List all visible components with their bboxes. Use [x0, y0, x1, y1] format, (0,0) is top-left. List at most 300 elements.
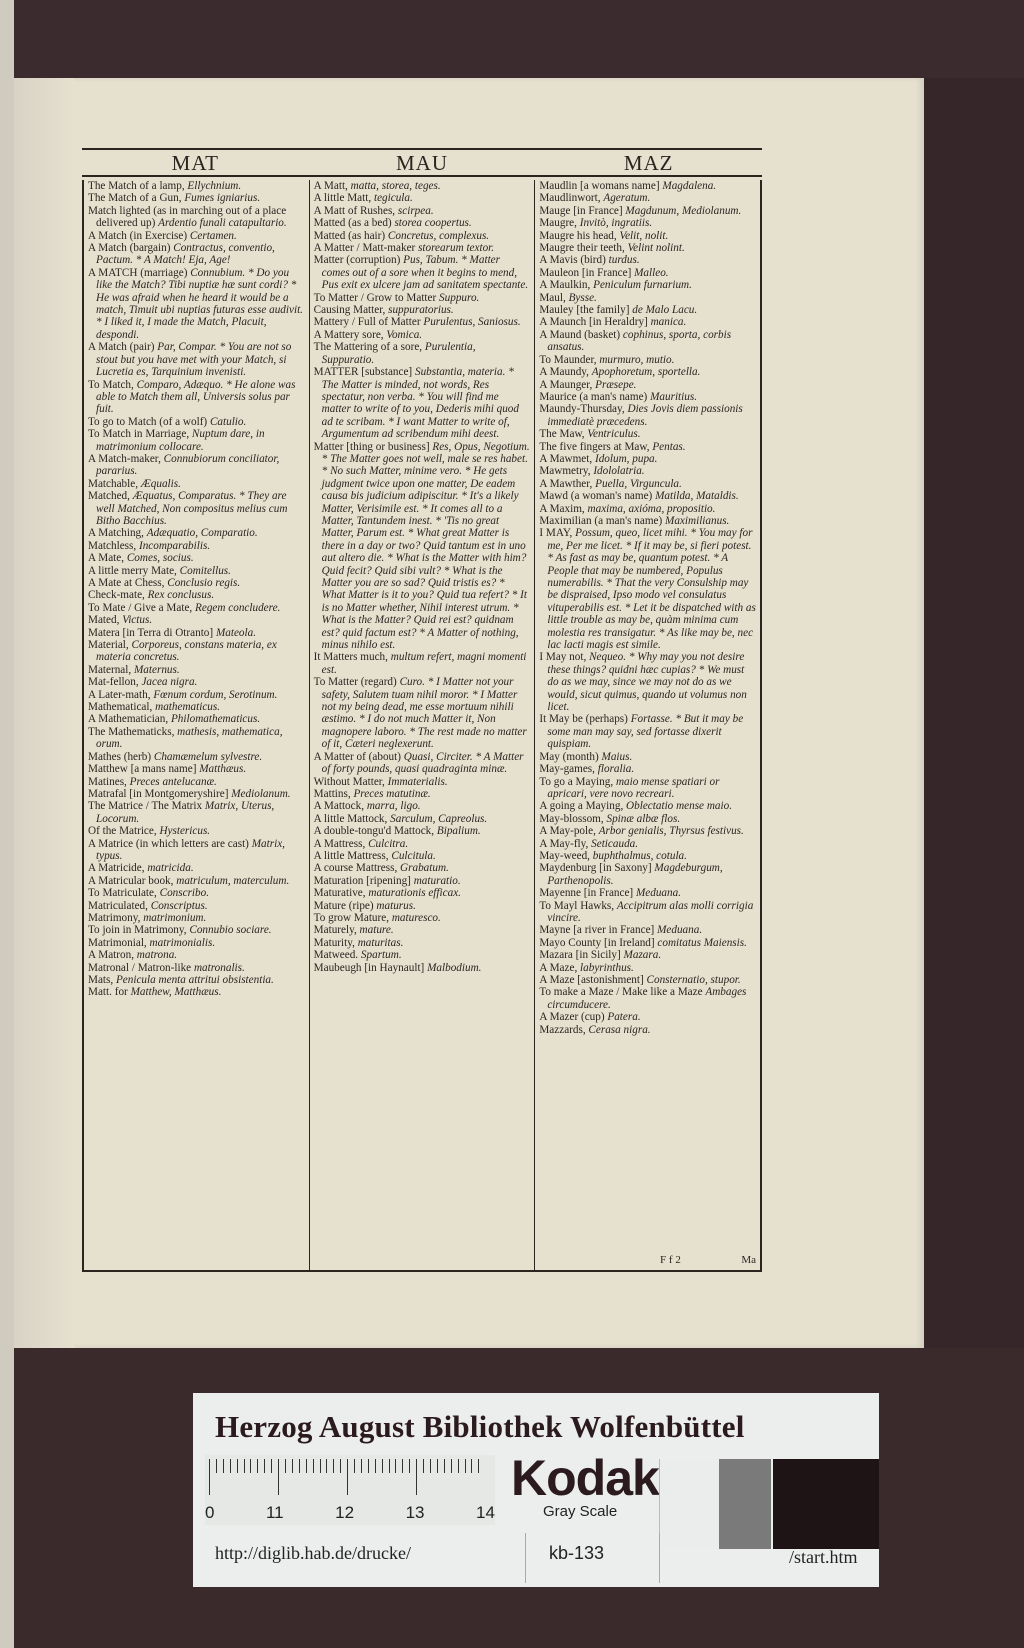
dictionary-entry — [539, 316, 756, 328]
entry-headword: A Maundy, — [539, 366, 592, 379]
entry-latin-gloss: Invitò, ingratiis. — [579, 217, 653, 230]
entry-headword: To Mate / Give a Mate, — [88, 601, 196, 614]
entry-headword: Mathematical, — [88, 701, 156, 714]
entry-headword: Maul, — [539, 291, 569, 304]
ruler-label: 11 — [265, 1503, 284, 1522]
entry-latin-gloss: Bysse. — [568, 291, 597, 304]
entry-latin-gloss: Concretus, complexus. — [387, 229, 490, 242]
entry-latin-gloss: Matilda, Mataldis. — [655, 490, 739, 503]
entry-headword: I May not, — [539, 651, 590, 664]
dictionary-entry — [88, 242, 305, 267]
ruler-tick — [361, 1459, 368, 1473]
entry-latin-gloss: Vomica. — [386, 328, 423, 341]
entry-latin-gloss: Nequeo. * Why may you not desire these things? quidni hæc cupias? * We must do as we may, since we may not do as we would, sicut quimus, quando ut volumus non licet. — [547, 651, 747, 714]
entry-latin-gloss: Pentas. — [652, 440, 686, 453]
entry-latin-gloss: Oblectatio mense maio. — [626, 800, 732, 813]
entry-latin-gloss: de Malo Lacu. — [632, 304, 698, 317]
entry-latin-gloss: Incomparabilis. — [138, 539, 211, 552]
dictionary-entry — [88, 416, 305, 428]
entry-latin-gloss: Connubio sociare. — [189, 924, 272, 937]
entry-latin-gloss: marra, ligo. — [366, 800, 421, 813]
entry-latin-gloss: floralia. — [597, 763, 635, 776]
entry-headword: The Match of a Gun, — [88, 192, 185, 205]
ruler-tick — [313, 1459, 320, 1473]
entry-latin-gloss: Grabatum. — [400, 862, 449, 875]
entry-latin-gloss: Matthæus. — [199, 763, 247, 776]
entry-headword: To join in Matrimony, — [88, 924, 190, 937]
entry-headword: A Mate, — [88, 552, 127, 565]
entry-latin-gloss: Præsepe. — [595, 378, 637, 391]
entry-headword: Mattery / Full of Matter — [313, 316, 424, 329]
entry-headword: Maturely, — [313, 924, 360, 937]
entry-headword: Matthew [a mans name] — [88, 763, 200, 776]
entry-latin-gloss: Accipitrum alas molli corrigia vincire. — [547, 899, 754, 924]
entry-headword: Matweed. — [313, 949, 361, 962]
entry-headword: To Matter / Grow to Matter — [313, 291, 440, 304]
ruler-tick — [354, 1459, 361, 1473]
entry-latin-gloss: Culcitra. — [368, 837, 409, 850]
color-target-card — [193, 1393, 879, 1587]
entry-latin-gloss: matronalis. — [193, 961, 245, 974]
entry-latin-gloss: Ardentio funali catapultario. — [158, 217, 287, 230]
entry-headword: Maturative, — [313, 887, 369, 900]
dictionary-entry — [88, 788, 305, 800]
dictionary-entry — [539, 217, 756, 229]
ruler-tick — [292, 1459, 299, 1473]
ruler-labels — [205, 1503, 495, 1523]
bottom-rule — [82, 1270, 762, 1272]
dictionary-entry — [539, 515, 756, 527]
card-divider — [659, 1533, 660, 1583]
card-divider — [525, 1533, 526, 1583]
entry-headword: Maternal, — [88, 663, 134, 676]
entry-headword: A Mawmet, — [539, 452, 595, 465]
entry-latin-gloss: Mauritius. — [650, 390, 698, 403]
ruler-tick — [451, 1459, 458, 1473]
entry-latin-gloss: Rex conclusus. — [147, 589, 215, 602]
dictionary-entry — [539, 924, 756, 936]
entry-latin-gloss: buphthalmus, cotula. — [592, 849, 687, 862]
dictionary-entry — [88, 180, 305, 192]
ruler-tick — [299, 1459, 306, 1473]
dictionary-entry — [88, 490, 305, 527]
entry-latin-gloss: comitatus Maiensis. — [657, 936, 747, 949]
ruler-tick — [333, 1459, 340, 1473]
entry-headword: Mayne [a river in France] — [539, 924, 658, 937]
dictionary-entry — [539, 800, 756, 812]
entry-headword: A Mavis (bird) — [539, 254, 609, 267]
entry-headword: Maudlin [a womans name] — [539, 180, 663, 192]
dictionary-entry — [88, 453, 305, 478]
entry-headword: The Matrice / The Matrix — [88, 800, 205, 813]
entry-latin-gloss: Æquatus, Comparatus. * They are well Matched, Non compositus melius cum Bitho Bacchius. — [96, 490, 288, 527]
entry-latin-gloss: Magdeburgum, Parthenopolis. — [547, 862, 723, 887]
entry-latin-gloss: Maximilianus. — [665, 514, 730, 527]
entry-headword: Maubeugh [in Haynault] — [313, 961, 428, 974]
entry-headword: A Maxim, — [539, 502, 588, 515]
dictionary-entry — [314, 751, 531, 776]
entry-headword: A Matt, — [313, 180, 351, 192]
dictionary-entry — [88, 192, 305, 204]
dictionary-entry — [539, 254, 756, 266]
entry-headword: Mawmetry, — [539, 465, 594, 478]
dictionary-entry — [539, 379, 756, 391]
ruler-tick — [340, 1459, 347, 1473]
dictionary-entry — [88, 974, 305, 986]
dictionary-entry — [88, 205, 305, 230]
dictionary-entry — [88, 862, 305, 874]
dictionary-entry — [88, 627, 305, 639]
dictionary-entry — [88, 540, 305, 552]
ruler-tick — [271, 1459, 278, 1473]
dictionary-entry — [539, 962, 756, 974]
entry-headword: A Matricide, — [88, 862, 148, 875]
dictionary-entry — [314, 292, 531, 304]
entry-headword: Matted (as hair) — [313, 229, 388, 242]
dictionary-entry — [314, 825, 531, 837]
entry-latin-gloss: Sarculum, Capreolus. — [390, 812, 488, 825]
entry-headword: A Later-math, — [88, 688, 154, 701]
dictionary-entry — [314, 180, 531, 192]
dictionary-entry — [539, 478, 756, 490]
dictionary-entry — [314, 900, 531, 912]
entry-latin-gloss: Fœnum cordum, Serotinum. — [153, 688, 278, 701]
column-mat — [82, 180, 309, 1270]
entry-headword: Matchless, — [88, 539, 139, 552]
dictionary-entry — [88, 825, 305, 837]
entry-headword: Matrimony, — [88, 911, 144, 924]
entry-headword: To Mayl Hawks, — [539, 899, 617, 912]
entry-headword: Maugre his head, — [539, 229, 620, 242]
dictionary-entry — [314, 329, 531, 341]
entry-headword: A Match-maker, — [88, 452, 164, 465]
dictionary-entry — [314, 341, 531, 366]
entry-headword: A little merry Mate, — [88, 564, 180, 577]
entry-latin-gloss: suppuratorius. — [388, 304, 454, 317]
entry-headword: The Match of a lamp, — [88, 180, 188, 192]
entry-headword: To Matter (regard) — [313, 676, 400, 689]
dictionary-entry — [539, 403, 756, 428]
dictionary-entry — [539, 230, 756, 242]
entry-latin-gloss: Peniculum furnarium. — [593, 279, 692, 292]
entry-latin-gloss: Seticauda. — [591, 837, 639, 850]
entry-headword: Material, — [88, 639, 132, 652]
dictionary-entry — [314, 875, 531, 887]
ruler-tick — [409, 1459, 416, 1473]
entry-headword: A May-pole, — [539, 825, 599, 838]
digital-library-url: http://diglib.hab.de/drucke/ — [215, 1543, 411, 1563]
entry-latin-gloss: Maternus. — [133, 663, 180, 676]
entry-headword: A double-tongu'd Mattock, — [313, 825, 437, 838]
entry-latin-gloss: Spinæ albæ flos. — [606, 812, 681, 825]
entry-headword: Matt. for — [88, 986, 131, 999]
entry-latin-gloss: Catulio. — [209, 415, 247, 428]
adjacent-page-edge — [0, 0, 14, 1648]
signature-mark: F f 2 — [660, 1254, 681, 1266]
dictionary-entry — [88, 912, 305, 924]
dictionary-entry — [88, 949, 305, 961]
entry-latin-gloss: Mateola. — [215, 626, 257, 639]
entry-latin-gloss: Matthew, Matthæus. — [130, 986, 222, 999]
entry-headword: Matter [thing or business] — [313, 440, 433, 453]
dictionary-entry — [539, 1024, 756, 1036]
dictionary-entry — [88, 713, 305, 725]
dictionary-entry — [314, 676, 531, 750]
ruler-label: 12 — [335, 1503, 355, 1522]
entry-latin-gloss: Fortasse. * But it may be some man may say, sed fortasse dixerit quispiam. — [547, 713, 744, 751]
entry-latin-gloss: storearum textor. — [418, 242, 495, 255]
dictionary-entry — [539, 887, 756, 899]
dictionary-entry — [539, 776, 756, 801]
entry-latin-gloss: Mazara. — [623, 949, 662, 962]
dictionary-entry — [88, 751, 305, 763]
entry-latin-gloss: Comitellus. — [179, 564, 231, 577]
entry-headword: Mathes (herb) — [88, 750, 154, 763]
header-rule — [82, 175, 762, 177]
entry-latin-gloss: Matrix, Uterus, Locorum. — [96, 800, 275, 825]
entry-latin-gloss: Cerasa nigra. — [588, 1023, 651, 1036]
gray-swatch-white — [659, 1459, 720, 1549]
entry-headword: MATTER [substance] — [313, 366, 415, 379]
entry-headword: I MAY, — [539, 527, 576, 540]
dictionary-entry — [539, 366, 756, 378]
entry-latin-gloss: Consternatio, stupor. — [646, 974, 741, 986]
entry-latin-gloss: Apophoretum, sportella. — [591, 366, 701, 379]
dictionary-entry — [88, 230, 305, 242]
page-gutter-shadow — [14, 78, 74, 1348]
entry-headword: A little Mattock, — [313, 812, 391, 825]
entry-headword: A MATCH (marriage) — [88, 266, 191, 279]
entry-headword: Mazara [in Sicily] — [539, 949, 624, 962]
dictionary-entry — [539, 850, 756, 862]
dictionary-entry — [539, 279, 756, 291]
entry-headword: To make a Maze / Make like a Maze — [539, 986, 706, 999]
dictionary-entry — [88, 577, 305, 589]
entry-latin-gloss: matriculum, materculum. — [176, 874, 290, 887]
entry-latin-gloss: Velit, nolit. — [619, 229, 669, 242]
dictionary-entry — [539, 180, 756, 192]
entry-headword: A Matching, — [88, 527, 147, 540]
entry-latin-gloss: Magdunum, Mediolanum. — [625, 204, 742, 217]
dictionary-entry — [88, 800, 305, 825]
entry-headword: A Maze, — [539, 961, 581, 974]
entry-latin-gloss: Maius. — [601, 750, 633, 763]
entry-headword: The Mathematicks, — [88, 725, 178, 738]
entry-latin-gloss: tegicula. — [373, 192, 413, 205]
entry-headword: Matchable, — [88, 477, 141, 490]
entry-latin-gloss: Malbodium. — [427, 961, 482, 974]
entry-latin-gloss: manica. — [650, 316, 687, 329]
dictionary-entry — [539, 763, 756, 775]
entry-latin-gloss: scirpea. — [397, 204, 434, 217]
entry-headword: To Match, — [88, 378, 137, 391]
entry-latin-gloss: Fumes igniarius. — [184, 192, 261, 205]
entry-latin-gloss: Nuptum dare, in matrimonium collocare. — [96, 428, 265, 453]
entry-latin-gloss: Matrix, typus. — [96, 837, 285, 862]
dictionary-entry — [88, 428, 305, 453]
entry-headword: May-games, — [539, 763, 598, 776]
entry-latin-gloss: Malleo. — [634, 266, 669, 279]
entry-headword: Mattins, — [313, 787, 354, 800]
dictionary-entry — [539, 329, 756, 354]
ruler-tick — [209, 1459, 216, 1495]
ruler-tick — [389, 1459, 396, 1473]
ruler-tick — [416, 1459, 423, 1495]
entry-latin-gloss: mature. — [359, 924, 394, 937]
entry-headword: A May-fly, — [539, 837, 592, 850]
entry-headword: A Matter of (about) — [313, 750, 404, 763]
page-signature — [660, 1254, 756, 1266]
dictionary-entry — [314, 366, 531, 440]
entry-headword: A Matrice (in which letters are cast) — [88, 837, 252, 850]
entry-headword: A going a Maying, — [539, 800, 627, 813]
dictionary-entry — [314, 850, 531, 862]
entry-headword: A Mawther, — [539, 477, 596, 490]
entry-latin-gloss: Conclusio regis. — [167, 577, 241, 589]
entry-headword: Mayo County [in Ireland] — [539, 936, 658, 949]
dictionary-entry — [88, 527, 305, 539]
dictionary-entry — [539, 391, 756, 403]
dictionary-page-frame — [82, 148, 762, 1283]
dictionary-entry — [539, 242, 756, 254]
entry-latin-gloss: mathematicus. — [155, 701, 221, 714]
entry-latin-gloss: Victus. — [122, 614, 153, 627]
dictionary-entry — [314, 813, 531, 825]
scan-background-right — [924, 78, 1024, 1348]
dictionary-entry — [88, 379, 305, 416]
ruler-tick — [237, 1459, 244, 1473]
dictionary-entry — [314, 937, 531, 949]
entry-latin-gloss: Preces antelucanæ. — [129, 775, 217, 788]
dictionary-entry — [88, 726, 305, 751]
dictionary-entry — [539, 503, 756, 515]
entry-headword: Mats, — [88, 974, 116, 986]
dictionary-entry — [539, 986, 756, 1011]
entry-headword: A Maulkin, — [539, 279, 594, 292]
entry-latin-gloss: Purulentus, Saniosus. — [423, 316, 521, 329]
ruler-tick — [458, 1459, 465, 1473]
ruler-tick — [375, 1459, 382, 1473]
scan-background-top — [0, 0, 1024, 80]
entry-headword: Causing Matter, — [313, 304, 389, 317]
entry-headword: A little Mattress, — [313, 849, 392, 862]
entry-headword: Maugre their teeth, — [539, 242, 628, 255]
entry-headword: Maturity, — [313, 936, 358, 949]
dictionary-entry — [314, 205, 531, 217]
entry-headword: Mauleon [in France] — [539, 266, 635, 279]
entry-latin-gloss: maturatio. — [413, 874, 461, 887]
ruler-tick — [285, 1459, 292, 1473]
dictionary-entry — [88, 267, 305, 341]
entry-headword: To Maunder, — [539, 353, 600, 366]
running-head-right: MAZ — [623, 151, 674, 175]
entry-headword: A Mathematician, — [88, 713, 171, 726]
entry-latin-gloss: Res, Opus, Negotium. * The Matter goes not well, male se res habet. * No such Matter, minime vero. * He gets judgment twice upon one matter, De eadem causa bis judicium adipiscitur. * It's a likely Matter, Verisimile est. * It comes all to a Matter, Tantundem inest. * 'Tis no great Matter, Parum est. * What great Matter is there in a day or two? Quid tantum est in uno aut altero die. * What is the Matter with him? Quid fecit? Quid sibi vult? * What is the Matter you are so sad? Quid tristis es? * What Matter is it to you? Quid tua refert? * It is no Matter whether, Nihil interest utrum. * What is the Matter? Quid rei est? quidnam est? quid factum est? * A Matter of nothing, minus nihilo est. — [321, 440, 530, 652]
entry-latin-gloss: maio mense spatiari or apricari, vere novo recreari. — [547, 775, 720, 800]
entry-headword: It Matters much, — [313, 651, 391, 664]
dictionary-entry — [539, 862, 756, 887]
ruler-tick — [444, 1459, 451, 1473]
entry-headword: To Matriculate, — [88, 887, 160, 900]
entry-headword: Maurice (a man's name) — [539, 390, 651, 403]
entry-headword: Without Matter, — [313, 775, 388, 788]
measurement-ruler — [205, 1455, 495, 1525]
dictionary-entry — [314, 912, 531, 924]
running-heads — [82, 151, 762, 175]
entry-latin-gloss: Meduana. — [657, 924, 703, 937]
dictionary-entry — [88, 589, 305, 601]
entry-headword: A Mazer (cup) — [539, 1011, 608, 1024]
top-rule — [82, 148, 762, 150]
entry-latin-gloss: turdus. — [608, 254, 640, 267]
entry-headword: Matrafal [in Montgomeryshire] — [88, 787, 232, 800]
ruler-ticks — [209, 1459, 485, 1499]
entry-latin-gloss: Adæquatio, Comparatio. — [146, 527, 258, 540]
entry-latin-gloss: labyrinthus. — [580, 961, 634, 974]
entry-latin-gloss: Idololatria. — [593, 465, 645, 478]
entry-latin-gloss: Purulentia, Suppuratio. — [321, 341, 476, 366]
kodak-logo: Kodak — [511, 1450, 659, 1506]
dictionary-entry — [539, 1011, 756, 1023]
entry-latin-gloss: matrona. — [136, 949, 178, 962]
entry-latin-gloss: matricida. — [147, 862, 194, 875]
dictionary-entry — [88, 614, 305, 626]
ruler-tick — [250, 1459, 257, 1473]
entry-latin-gloss: Contractus, conventio, Pactum. * A Match! Eja, Age! — [96, 242, 275, 267]
entry-latin-gloss: Philomathematicus. — [170, 713, 261, 726]
ruler-tick — [368, 1459, 375, 1473]
entry-headword: May-weed, — [539, 849, 593, 862]
entry-headword: A Mattock, — [313, 800, 367, 813]
dictionary-entry — [314, 962, 531, 974]
dictionary-entry — [314, 242, 531, 254]
dictionary-entry — [88, 986, 305, 998]
ruler-tick — [223, 1459, 230, 1473]
running-head-center: MAU — [396, 151, 449, 175]
ruler-tick — [423, 1459, 430, 1473]
entry-headword: Matched, — [88, 490, 133, 503]
dictionary-entry — [539, 490, 756, 502]
entry-latin-gloss: Mediolanum. — [231, 787, 291, 800]
running-head-left: MAT — [171, 151, 219, 175]
entry-latin-gloss: Possum, queo, licet mihi. * You may for me, Per me licet. * If it may be, si fieri potest. * As fast as may be, quantum potest. * A People that may be numbered, Populus numerabilis. * That the very Consulship may be dispraised, Ipso modo vel consulatus vituperabilis est. * Let it be dispatched with as little trouble as may be, quàm minima cum molestia res transigatur. * As like may be, nec lac lacti magis est simile. — [547, 527, 756, 652]
entry-headword: A Maunger, — [539, 378, 596, 391]
entry-latin-gloss: Conscriptus. — [150, 899, 208, 912]
entry-headword: A Match (bargain) — [88, 242, 174, 255]
entry-latin-gloss: Velint nolint. — [627, 242, 685, 255]
entry-latin-gloss: Conscribo. — [159, 887, 210, 900]
entry-latin-gloss: storea coopertus. — [394, 217, 472, 230]
entry-latin-gloss: Spartum. — [360, 949, 402, 962]
entry-headword: Matriculated, — [88, 899, 151, 912]
entry-latin-gloss: Immaterialis. — [387, 775, 448, 788]
entry-latin-gloss: Connubiorum conciliator, pararius. — [96, 452, 280, 478]
entry-headword: Matted (as a bed) — [313, 217, 395, 230]
dictionary-entry — [314, 304, 531, 316]
entry-headword: Check-mate, — [88, 589, 148, 602]
entry-headword: Mazzards, — [539, 1023, 589, 1036]
dictionary-entry — [539, 838, 756, 850]
catchword: Ma — [741, 1254, 756, 1266]
entry-latin-gloss: Patera. — [607, 1011, 641, 1024]
dictionary-entry — [539, 900, 756, 925]
dictionary-entry — [88, 875, 305, 887]
entry-headword: To go to Match (of a wolf) — [88, 415, 210, 428]
ruler-tick — [478, 1459, 485, 1473]
entry-latin-gloss: Comparo, Adæquo. * He alone was able to Match them all, Universis solus par fuit. — [96, 378, 296, 416]
entry-headword: A Maund (basket) — [539, 328, 623, 341]
entry-headword: Maudlinwort, — [539, 192, 604, 205]
